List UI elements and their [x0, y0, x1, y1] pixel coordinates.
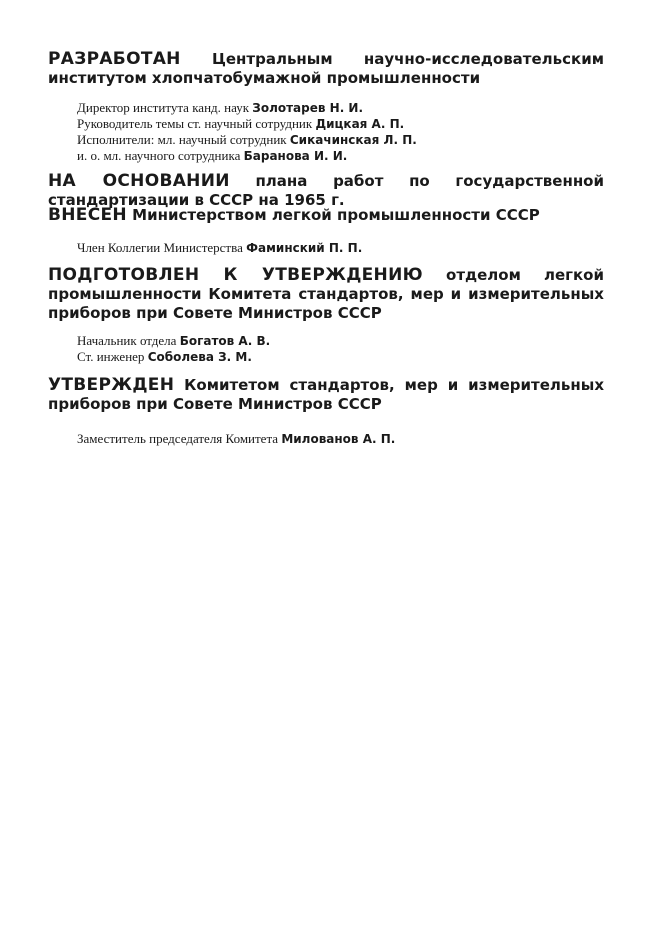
person-line	[77, 148, 597, 164]
person-name: Богатов А. В.	[179, 334, 271, 348]
person-name: Соболева З. М.	[147, 350, 252, 364]
person-name: Фаминский П. П.	[246, 241, 363, 255]
prepared-heading	[48, 266, 604, 323]
introduced-section	[48, 206, 604, 225]
prepared-text: отделом легкой промышленности Комитета стандартов, мер и измерительных приборов при Совете Министров СССР	[48, 266, 605, 322]
approved-section	[48, 376, 604, 414]
person-role: Директор института канд. наук	[77, 100, 250, 115]
person-role: Начальник отдела	[77, 333, 177, 348]
prepared-people	[77, 333, 597, 365]
person-role: Заместитель председателя Комитета	[77, 431, 279, 446]
person-line	[77, 333, 597, 349]
person-name: Баранова И. И.	[243, 149, 348, 163]
approved-heading	[48, 376, 604, 414]
person-role: Исполнители: мл. научный сотрудник	[77, 132, 287, 147]
basis-section	[48, 172, 604, 210]
basis-heading	[48, 172, 604, 210]
person-role: и. о. мл. научного сотрудника	[77, 148, 241, 163]
approved-text: Комитетом стандартов, мер и измерительных приборов при Совете Министров СССР	[48, 376, 604, 413]
prepared-keyword: ПОДГОТОВЛЕН К УТВЕРЖДЕНИЮ	[48, 265, 423, 285]
developed-keyword: РАЗРАБОТАН	[48, 49, 181, 69]
introduced-people	[77, 240, 597, 256]
developed-text: Центральным научно-исследовательским институтом хлопчатобумажной промышленности	[48, 50, 604, 87]
introduced-heading	[48, 206, 604, 225]
approved-people	[77, 431, 597, 447]
developed-heading	[48, 50, 604, 88]
prepared-section	[48, 266, 604, 323]
developed-section	[48, 50, 604, 88]
introduced-keyword: ВНЕСЕН	[48, 205, 127, 225]
person-line	[77, 240, 597, 256]
person-line	[77, 116, 597, 132]
approved-keyword: УТВЕРЖДЕН	[48, 375, 175, 395]
person-name: Милованов А. П.	[281, 432, 396, 446]
person-line	[77, 349, 597, 365]
person-role: Член Коллегии Министерства	[77, 240, 243, 255]
person-role: Ст. инженер	[77, 349, 145, 364]
person-line	[77, 431, 597, 447]
person-name: Золотарев Н. И.	[252, 101, 364, 115]
person-name: Дицкая А. П.	[315, 117, 405, 131]
basis-keyword: НА ОСНОВАНИИ	[48, 171, 230, 191]
person-name: Сикачинская Л. П.	[289, 133, 417, 147]
person-line	[77, 132, 597, 148]
person-line	[77, 100, 597, 116]
developed-people	[77, 100, 597, 164]
introduced-text: Министерством легкой промышленности СССР	[126, 206, 540, 224]
person-role: Руководитель темы ст. научный сотрудник	[77, 116, 313, 131]
basis-text: плана работ по государственной стандартизации в СССР на 1965 г.	[48, 172, 604, 209]
